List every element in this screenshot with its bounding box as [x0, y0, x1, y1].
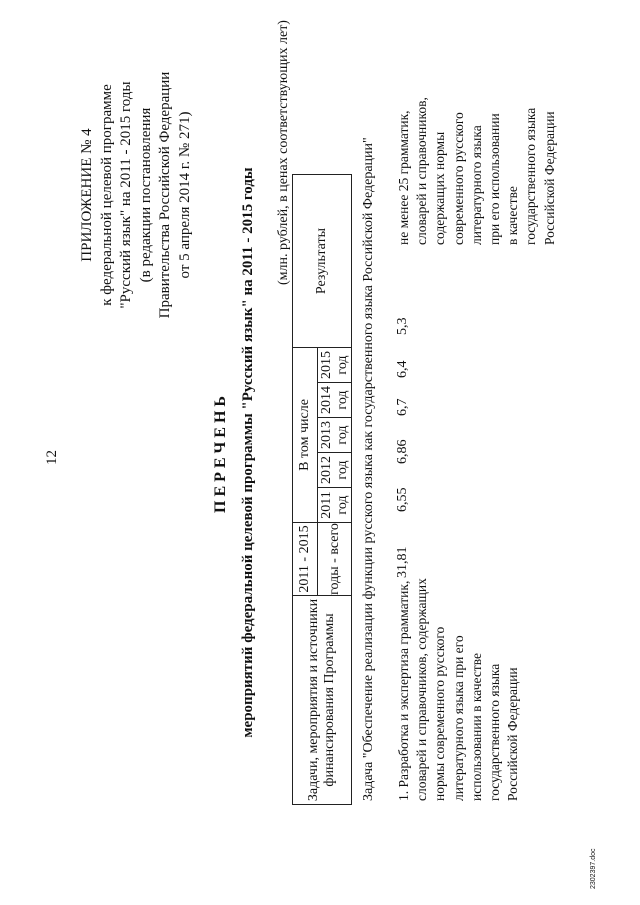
- appendix-line: (в редакции постановления: [137, 107, 154, 283]
- row-result-line: современного русского: [450, 112, 466, 245]
- header-year: 2015 год: [318, 348, 352, 383]
- row-value-2014: 6,4: [395, 360, 410, 378]
- row-result-line: не менее 25 грамматик,: [396, 110, 411, 245]
- row-value-2015: 5,3: [395, 317, 410, 335]
- header-results: Результаты: [293, 175, 352, 348]
- row-name-line: литературного языка при его: [450, 635, 466, 801]
- row-result-line: Российской Федерации: [541, 111, 557, 245]
- document-filename: 2302397.doc: [590, 848, 597, 889]
- document-title: ПЕРЕЧЕНЬ: [212, 392, 229, 513]
- row-value-2012: 6,86: [395, 439, 410, 464]
- row-total: 31,81: [395, 546, 410, 578]
- header-group: В том числе: [293, 348, 318, 523]
- row-value-2013: 6,7: [395, 398, 410, 416]
- appendix-line: от 5 апреля 2014 г. № 271): [176, 111, 193, 279]
- header-tasks: Задачи, мероприятия и источники финансирования Программы: [293, 596, 352, 805]
- row-result-line: содержащих нормы: [432, 131, 448, 245]
- units-note: (млн. рублей, в ценах соответствующих лет): [276, 20, 291, 285]
- row-result-line: при его использовании: [487, 113, 503, 245]
- header-table: [292, 174, 352, 805]
- row-name-line: использовании в качестве: [468, 653, 484, 801]
- header-year: 2013 год: [318, 418, 352, 453]
- row-name: [395, 578, 522, 801]
- document-subtitle: мероприятий федеральной целевой программы "Русский язык" на 2011 - 2015 годы: [240, 167, 256, 738]
- row-result: [395, 55, 559, 245]
- task-heading: Задача "Обеспечение реализации функции русского языка как государственного языка Российской Федерации": [361, 137, 376, 801]
- header-year: 2014 год: [318, 383, 352, 418]
- appendix-line: ПРИЛОЖЕНИЕ № 4: [79, 128, 95, 262]
- row-result-line: государственного языка: [523, 107, 539, 245]
- row-value-2011: 6,55: [395, 487, 410, 512]
- row-name-line: Российской Федерации: [505, 667, 521, 801]
- row-name-line: государственного языка: [487, 663, 503, 801]
- row-result-line: в качестве: [505, 186, 521, 245]
- appendix-line: "Русский язык" на 2011 - 2015 годы: [118, 81, 134, 309]
- row-result-line: литературного языка: [468, 125, 484, 245]
- header-total-period: 2011 - 2015: [293, 523, 318, 596]
- row-name-line: словарей и справочников, содержащих: [414, 578, 430, 801]
- header-total-label: годы - всего: [318, 523, 352, 596]
- appendix-block: [78, 45, 195, 345]
- row-result-line: словарей и справочников,: [414, 97, 430, 245]
- appendix-line: Правительства Российской Федерации: [157, 71, 173, 319]
- appendix-line: к федеральной целевой программе: [98, 84, 115, 306]
- header-year: 2012 год: [318, 453, 352, 488]
- row-name-line: 1. Разработка и экспертиза грамматик,: [396, 580, 411, 801]
- row-name-line: нормы современного русского: [432, 626, 448, 801]
- header-year: 2011 год: [318, 488, 352, 523]
- page-number: 12: [44, 450, 60, 465]
